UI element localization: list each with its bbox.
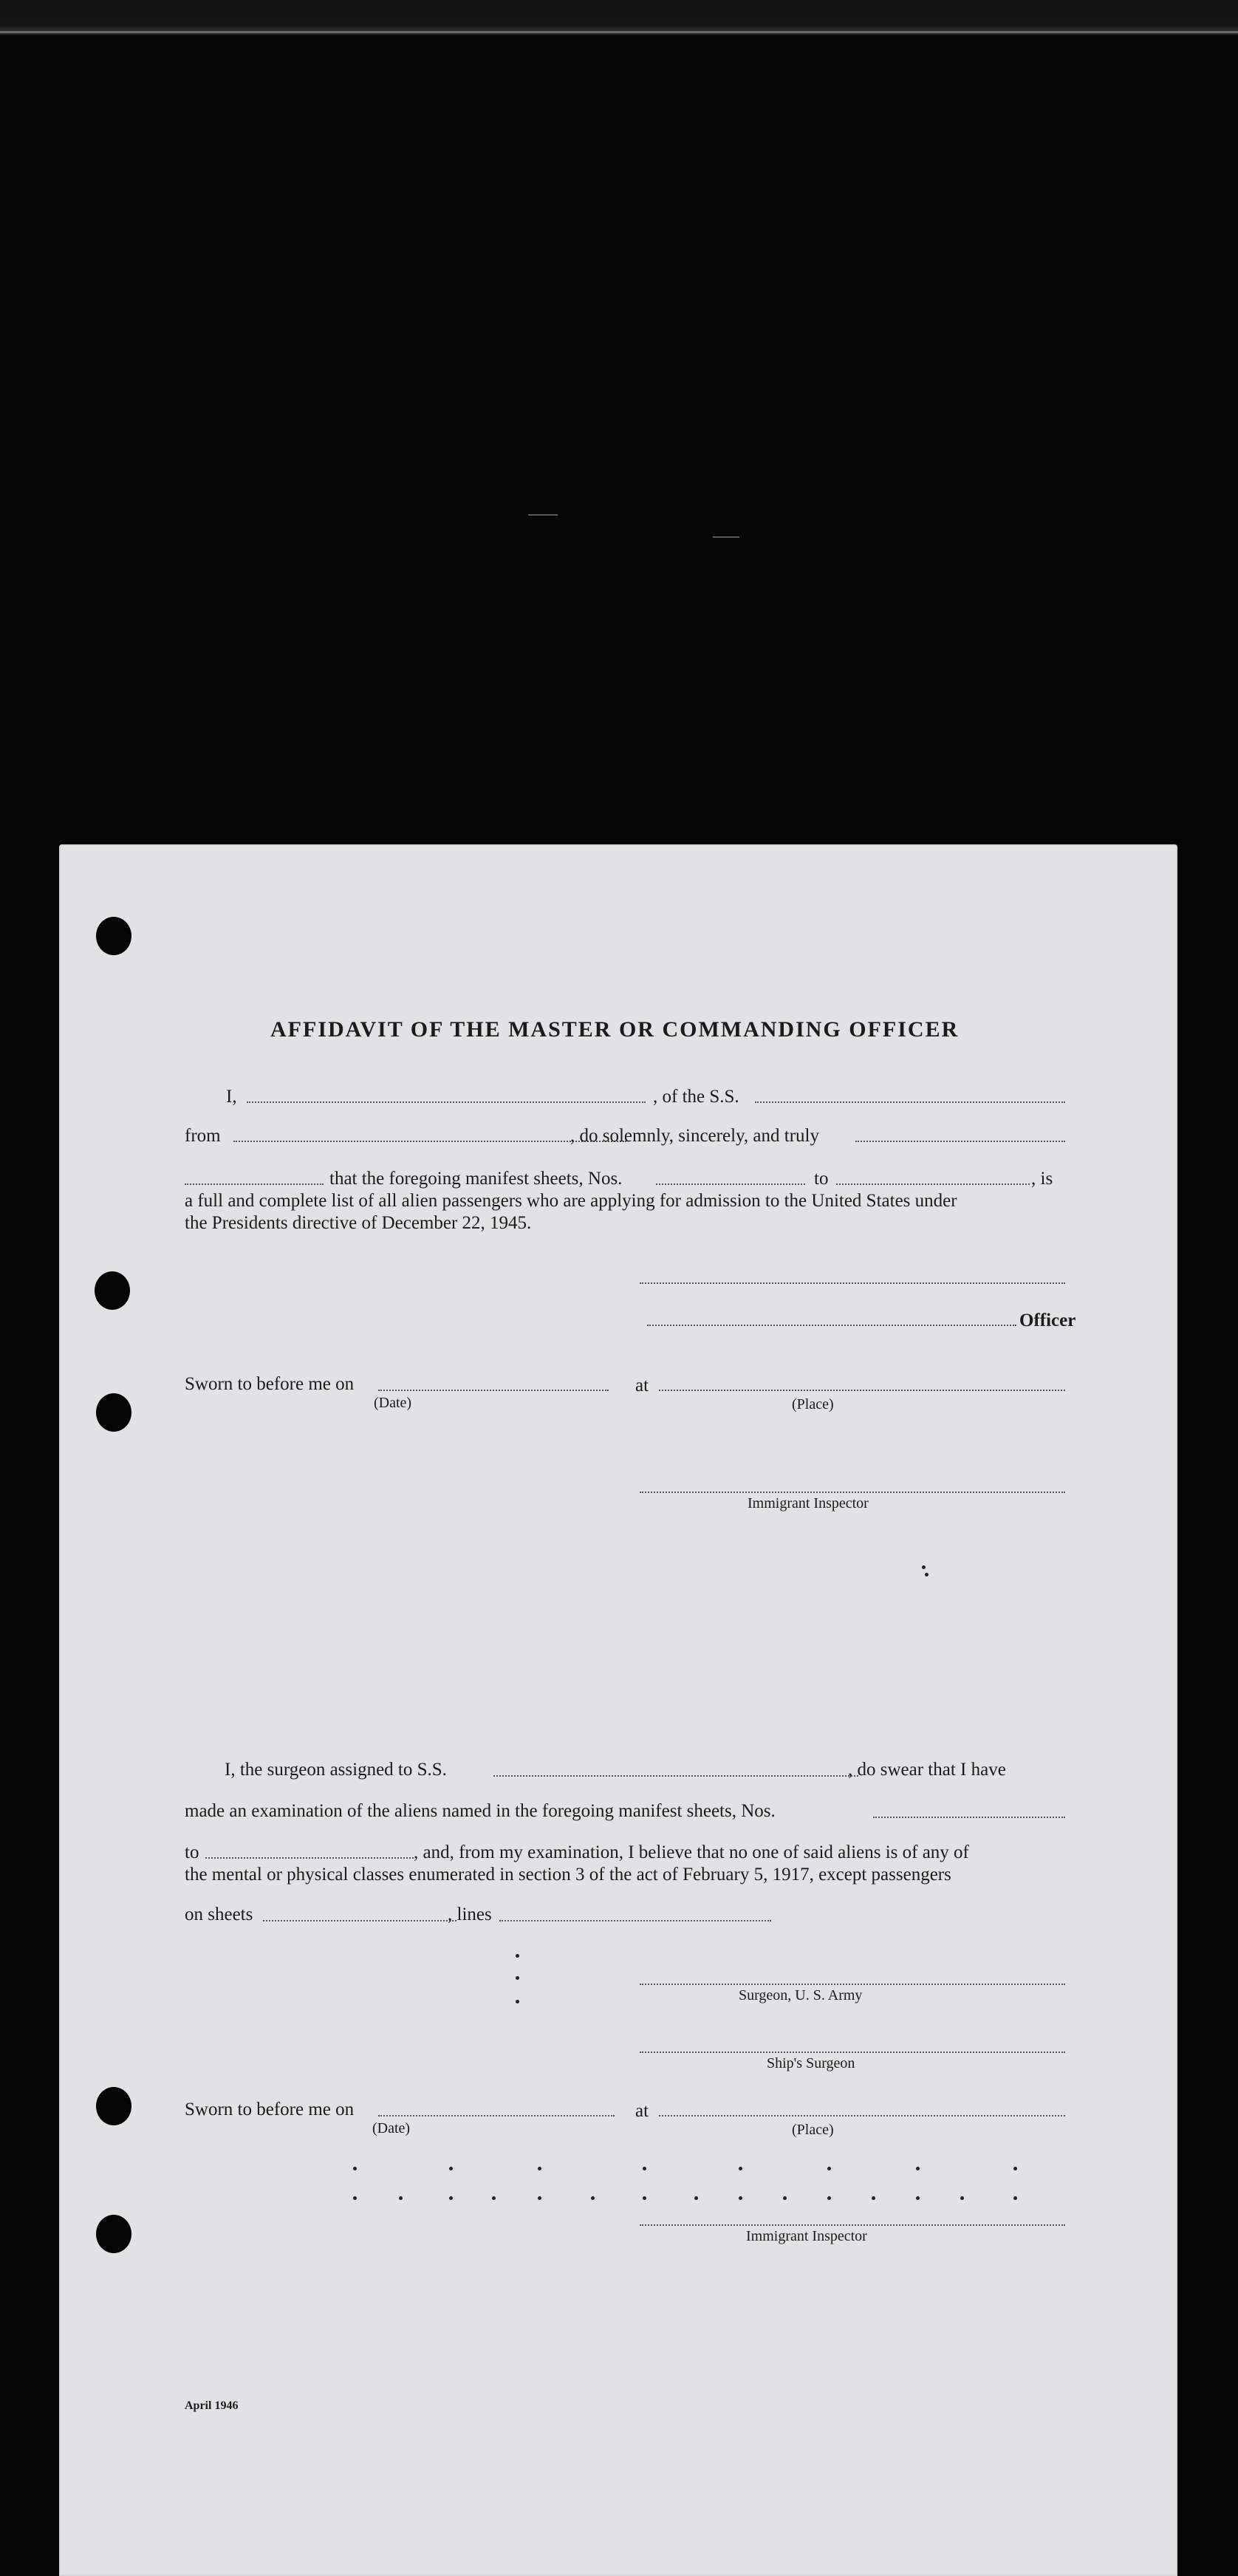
- surgeon-sheets-blank: [873, 1817, 1065, 1818]
- master-i-label: I,: [226, 1087, 237, 1107]
- sheet-to-blank: [836, 1183, 1030, 1185]
- directive-line: the Presidents directive of December 22, 1945.: [185, 1213, 532, 1233]
- film-top-edge: [0, 0, 1238, 35]
- inspector-blank: [640, 1492, 1065, 1493]
- speck: [713, 536, 739, 538]
- at-label: at: [635, 1376, 649, 1395]
- surgeon-sworn-label: Sworn to before me on: [185, 2100, 355, 2119]
- from-blank: [233, 1141, 626, 1142]
- date-caption: (Date): [374, 1395, 412, 1411]
- form-date: April 1946: [185, 2399, 239, 2412]
- manifest-nos-text: that the foregoing manifest sheets, Nos.: [329, 1169, 623, 1189]
- ship-surgeon-caption: Ship's Surgeon: [767, 2055, 855, 2071]
- surgeon-date-blank: [378, 2115, 615, 2117]
- officer-blank: [647, 1325, 1016, 1326]
- surgeon-place-caption: (Place): [792, 2122, 834, 2138]
- master-name-blank: [247, 1101, 646, 1103]
- inspector-caption: Immigrant Inspector: [748, 1495, 869, 1511]
- on-sheets-blank: [263, 1920, 456, 1921]
- ship-label: , of the S.S.: [653, 1087, 739, 1107]
- signature-blank: [640, 1282, 1065, 1284]
- punch-hole: [95, 1271, 130, 1310]
- surgeon-place-blank: [659, 2115, 1065, 2117]
- to-label: to: [814, 1169, 829, 1189]
- oath-blank: [855, 1141, 1065, 1142]
- lines-blank: [499, 1920, 771, 1921]
- surgeon-to-blank: [205, 1857, 414, 1859]
- film-edge-line: [0, 31, 1238, 33]
- army-surgeon-blank: [640, 1984, 1065, 1985]
- speck: [528, 514, 558, 516]
- punch-hole: [96, 917, 131, 955]
- army-surgeon-caption: Surgeon, U. S. Army: [739, 1987, 863, 2003]
- on-sheets-label: on sheets: [185, 1904, 253, 1924]
- ship-name-blank: [755, 1101, 1065, 1103]
- surgeon-ship-blank: [493, 1775, 858, 1777]
- surgeon-date-caption: (Date): [372, 2120, 411, 2136]
- affidavit-document: [59, 844, 1177, 2576]
- is-label: , is: [1031, 1169, 1053, 1189]
- statement-line: a full and complete list of all alien passengers who are applying for admission to the United States under: [185, 1191, 957, 1211]
- surgeon-inspector-blank: [640, 2224, 1065, 2226]
- date-blank: [378, 1390, 609, 1391]
- finding-text: , and, from my examination, I believe that no one of said aliens is of any of: [414, 1842, 969, 1862]
- place-blank: [659, 1390, 1065, 1391]
- lines-label: , lines: [448, 1904, 492, 1924]
- examination-line: made an examination of the aliens named in the foregoing manifest sheets, Nos.: [185, 1801, 776, 1821]
- ship-surgeon-blank: [640, 2051, 1065, 2053]
- surgeon-intro: I, the surgeon assigned to S.S.: [225, 1760, 447, 1780]
- swear-text: , do swear that I have: [848, 1760, 1006, 1780]
- place-caption: (Place): [792, 1396, 834, 1412]
- sworn-label: Sworn to before me on: [185, 1374, 355, 1394]
- punch-hole: [96, 2087, 131, 2125]
- punch-hole: [96, 1393, 131, 1432]
- officer-label: Officer: [1019, 1311, 1076, 1330]
- page-title: AFFIDAVIT OF THE MASTER OR COMMANDING OFFICER: [270, 1017, 960, 1042]
- surgeon-to-label: to: [185, 1842, 199, 1862]
- from-label: from: [185, 1126, 221, 1146]
- classes-line: the mental or physical classes enumerated in section 3 of the act of February 5, 1917, except passengers: [185, 1865, 951, 1885]
- solemnly-text: , do solemnly, sincerely, and truly: [570, 1126, 819, 1146]
- surgeon-inspector-caption: Immigrant Inspector: [746, 2228, 867, 2244]
- punch-hole: [96, 2215, 131, 2253]
- surgeon-at-label: at: [635, 2101, 649, 2121]
- sheet-from-blank: [656, 1183, 805, 1185]
- oath-word-blank: [185, 1183, 324, 1185]
